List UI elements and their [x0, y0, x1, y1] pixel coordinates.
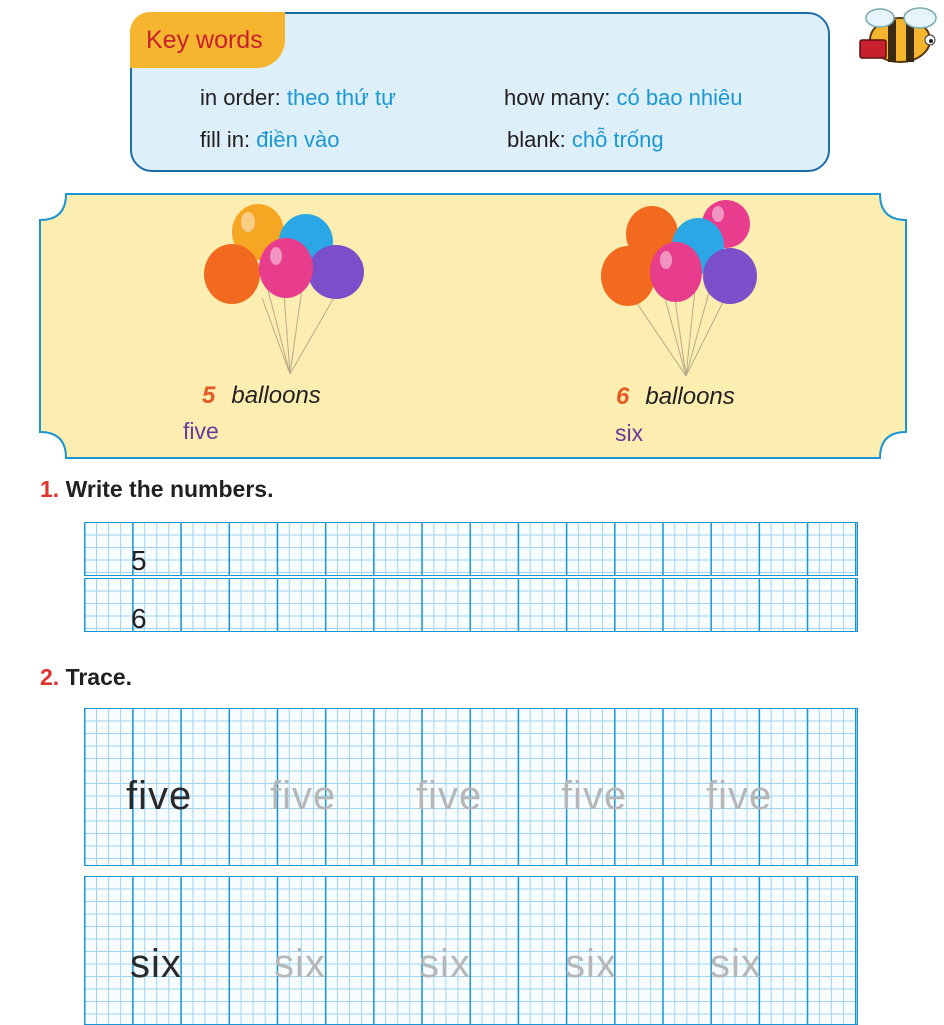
- key-word-vi: có bao nhiêu: [616, 85, 743, 110]
- key-word-vi: theo thứ tự: [286, 85, 396, 110]
- key-word-vi: chỗ trống: [571, 127, 664, 152]
- trace-ghost-six[interactable]: six: [274, 942, 326, 986]
- balloons-six-word: six: [615, 420, 644, 446]
- key-word-fill-in: [200, 127, 339, 153]
- trace-ghost-five[interactable]: five: [416, 774, 483, 818]
- balloons-six-label: [616, 383, 735, 411]
- balloon-noun: balloons: [231, 382, 321, 409]
- balloon-count-number: 5: [202, 382, 216, 409]
- exercise-1-heading: [40, 476, 273, 503]
- six-balloons-icon: [598, 200, 788, 382]
- trace-ghost-five[interactable]: five: [561, 774, 628, 818]
- exercise-number: 2.: [40, 664, 60, 690]
- trace-ghost-six[interactable]: six: [419, 942, 471, 986]
- key-word-en: in order:: [200, 85, 281, 110]
- balloon-panel: [38, 192, 908, 460]
- trace-model-six: six: [130, 942, 182, 986]
- trace-ghost-five[interactable]: five: [706, 774, 773, 818]
- key-word-vi: điền vào: [256, 127, 340, 152]
- exercise-2-heading: [40, 664, 132, 691]
- grid-number-six: 6: [131, 603, 147, 634]
- key-word-in-order: [200, 85, 396, 111]
- trace-model-five: five: [126, 774, 193, 818]
- trace-ghost-six[interactable]: six: [710, 942, 762, 986]
- grid-number-five: 5: [131, 545, 147, 576]
- trace-ghost-six[interactable]: six: [565, 942, 617, 986]
- exercise-number: 1.: [40, 476, 60, 502]
- key-word-how-many: [504, 85, 743, 111]
- key-word-en: blank:: [507, 127, 566, 152]
- balloons-five-word: five: [183, 418, 219, 444]
- key-word-en: how many:: [504, 85, 611, 110]
- number-writing-grid-1[interactable]: [84, 522, 858, 576]
- key-word-en: fill in:: [200, 127, 251, 152]
- balloon-count-number: 6: [616, 383, 630, 410]
- five-balloons-icon: [198, 202, 388, 382]
- trace-ghost-five[interactable]: five: [270, 774, 337, 818]
- balloons-five-label: [202, 382, 321, 410]
- key-words-box: [130, 12, 830, 172]
- bee-mascot-icon: [850, 6, 944, 72]
- number-writing-grid-2[interactable]: [84, 578, 858, 632]
- key-words-title: Key words: [130, 12, 285, 68]
- exercise-title: Trace.: [65, 664, 133, 690]
- exercise-title: Write the numbers.: [65, 476, 274, 502]
- key-word-blank: [507, 127, 664, 153]
- balloon-noun: balloons: [645, 383, 735, 410]
